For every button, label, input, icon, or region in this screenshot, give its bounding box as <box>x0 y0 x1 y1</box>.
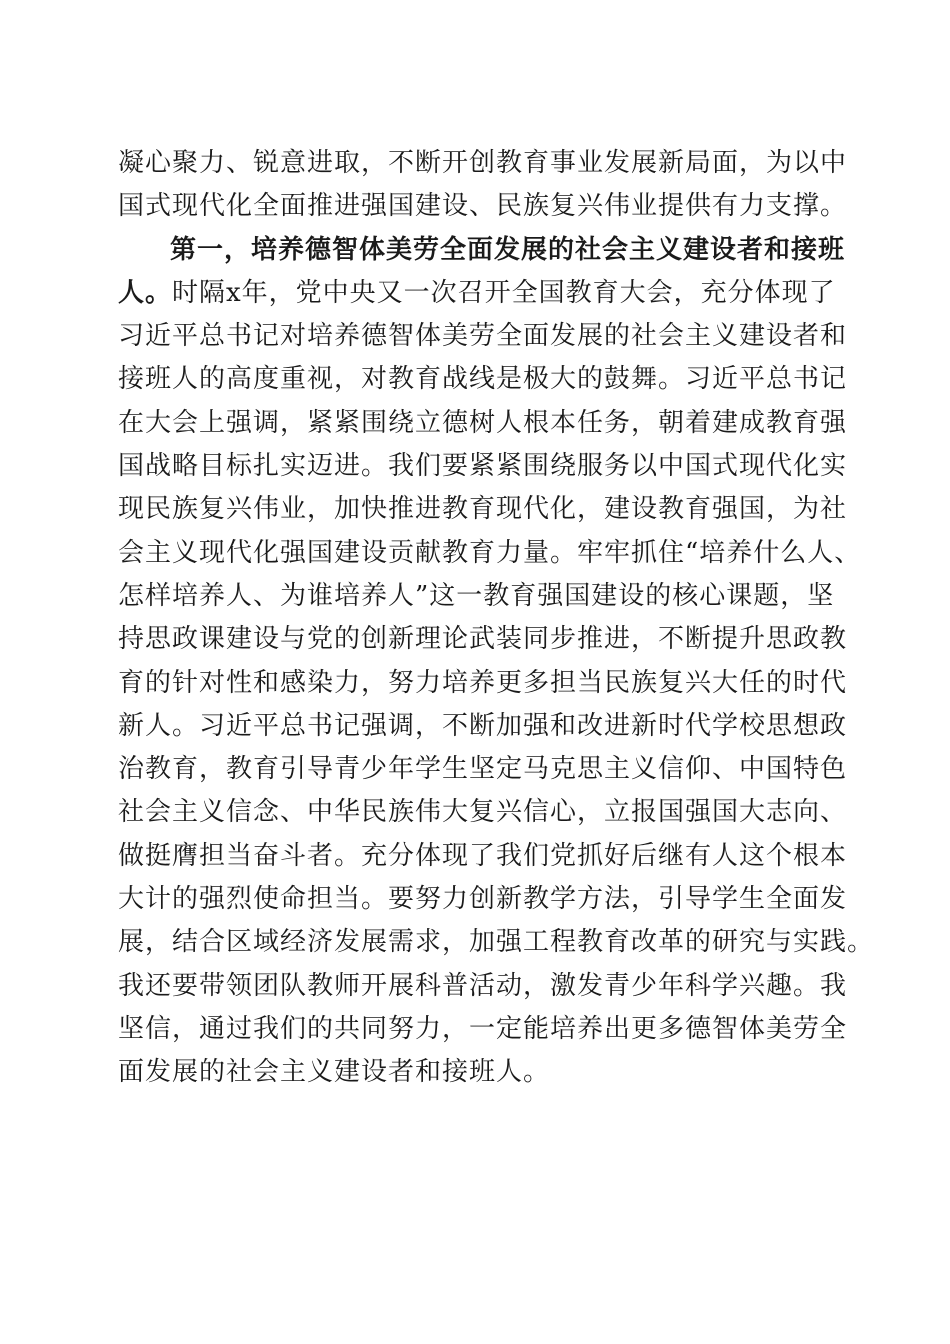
paragraph-line <box>118 272 838 315</box>
paragraph-line: 现民族复兴伟业，加快推进教育现代化，建设教育强国，为社 <box>118 494 848 525</box>
paragraph-line: 怎样培养人、为谁培养人”这一教育强国建设的核心课题，坚 <box>118 580 835 611</box>
paragraph-heading: 第一，培养德智体美劳全面发展的社会主义建设者和接班 <box>170 234 846 265</box>
paragraph-line: 接班人的高度重视，对教育战线是极大的鼓舞。习近平总书记 <box>118 364 848 395</box>
paragraph-line: 在大会上强调，紧紧围绕立德树人根本任务，朝着建成教育强 <box>118 407 848 438</box>
paragraph-line: 凝心聚力、锐意进取，不断开创教育事业发展新局面，为以中 <box>118 148 848 178</box>
paragraph-text: 时隔x年，党中央又一次召开全国教育大会，充分体现了 <box>172 277 836 308</box>
paragraph-2 <box>118 229 875 1095</box>
paragraph-line: 大计的强烈使命担当。要努力创新教学方法，引导学生全面发 <box>118 884 848 915</box>
paragraph-line: 做挺膺担当奋斗者。充分体现了我们党抓好后继有人这个根本 <box>118 840 848 871</box>
paragraph-line: 坚信，通过我们的共同努力，一定能培养出更多德智体美劳全 <box>118 1013 848 1044</box>
paragraph-1 <box>118 142 848 229</box>
paragraph-line: 展，结合区域经济发展需求，加强工程教育改革的研究与实践。 <box>118 927 875 958</box>
paragraph-line: 国战略目标扎实迈进。我们要紧紧围绕服务以中国式现代化实 <box>118 451 848 482</box>
paragraph-line: 社会主义信念、中华民族伟大复兴信心，立报国强国大志向、 <box>118 797 848 828</box>
paragraph-line: 面发展的社会主义建设者和接班人。 <box>118 1057 551 1088</box>
paragraph-line: 持思政课建设与党的创新理论武装同步推进，不断提升思政教 <box>118 624 848 655</box>
paragraph-line: 国式现代化全面推进强国建设、民族复兴伟业提供有力支撑。 <box>118 191 848 222</box>
paragraph-line: 我还要带领团队教师开展科普活动，激发青少年科学兴趣。我 <box>118 970 848 1001</box>
paragraph-line: 新人。习近平总书记强调，不断加强和改进新时代学校思想政 <box>118 710 848 741</box>
document-body <box>118 142 875 1095</box>
paragraph-line: 习近平总书记对培养德智体美劳全面发展的社会主义建设者和 <box>118 321 848 352</box>
paragraph-line: 育的针对性和感染力，努力培养更多担当民族复兴大任的时代 <box>118 667 848 698</box>
paragraph-line: 会主义现代化强国建设贡献教育力量。牢牢抓住“培养什么人、 <box>118 537 862 568</box>
paragraph-heading-end: 人。 <box>118 277 173 308</box>
paragraph-line: 治教育，教育引导青少年学生坚定马克思主义信仰、中国特色 <box>118 754 848 785</box>
